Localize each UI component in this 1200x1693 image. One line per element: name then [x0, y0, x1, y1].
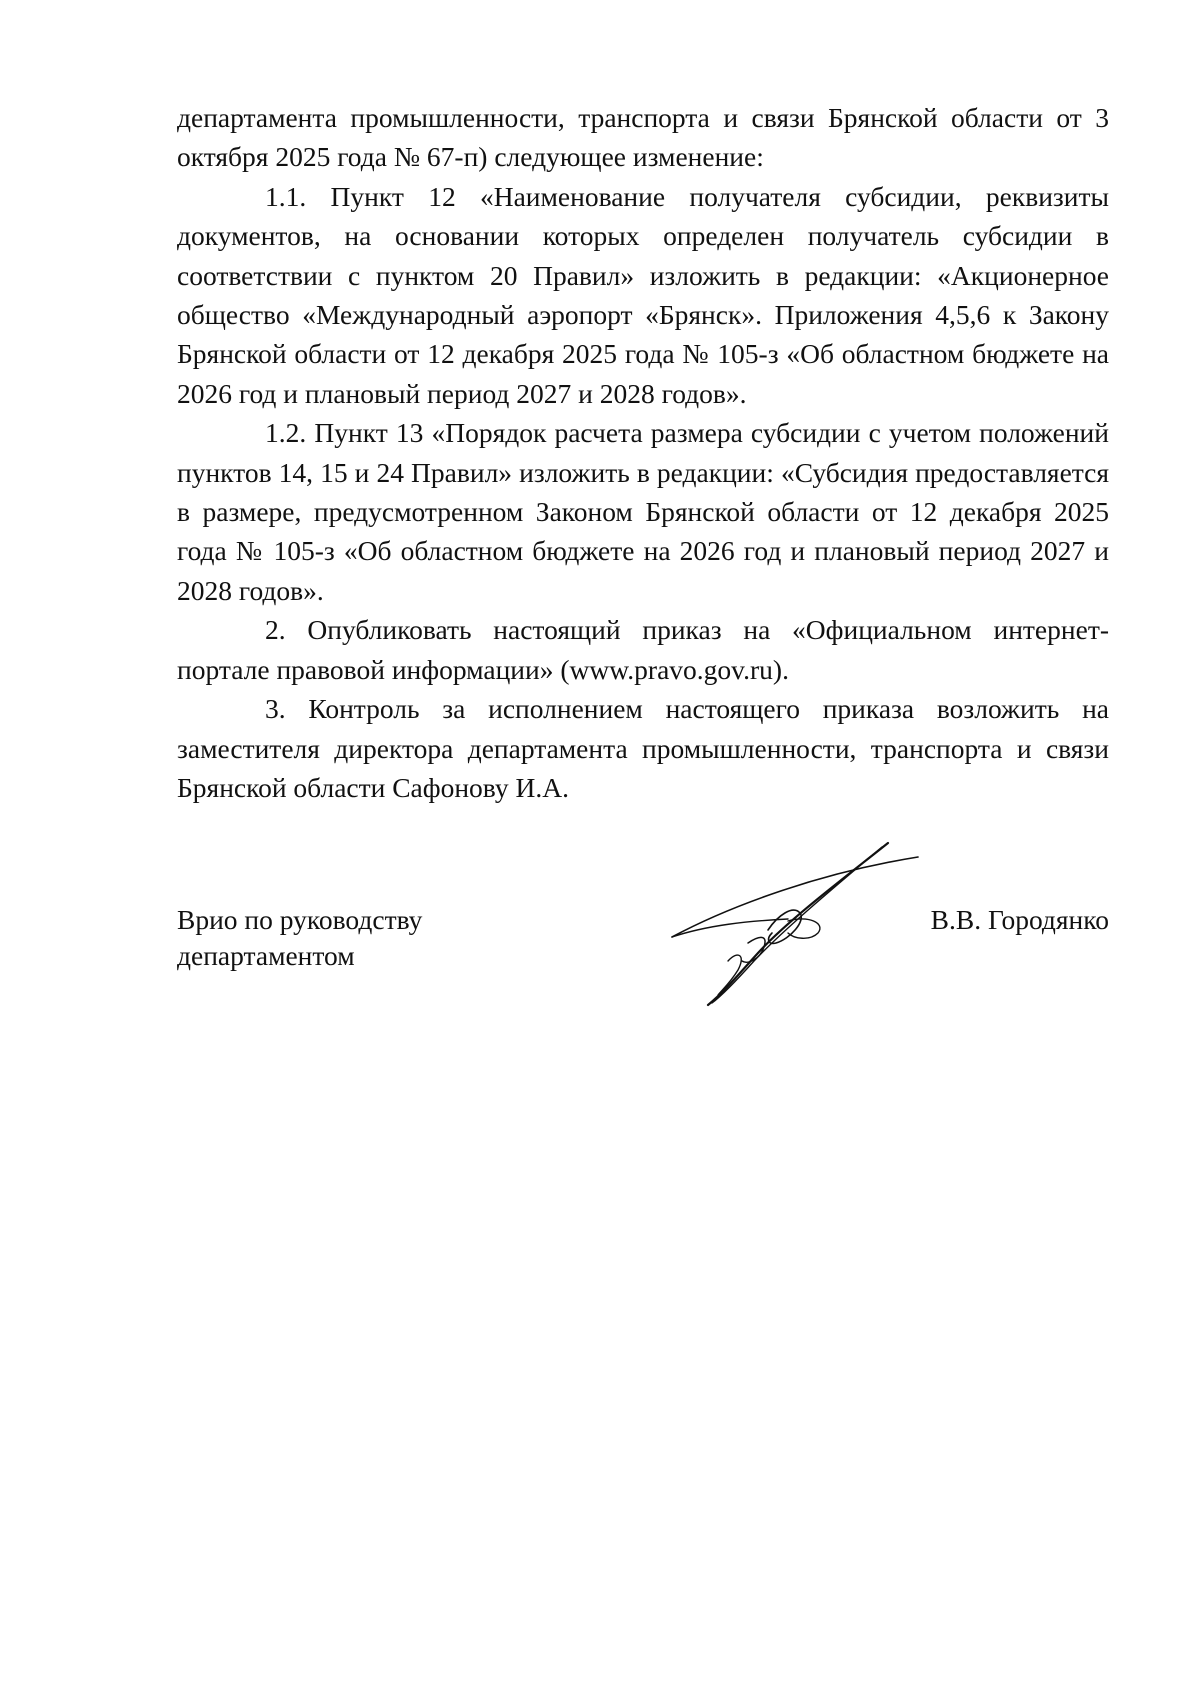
paragraph-item-2: 2. Опубликовать настоящий приказ на «Официальном интернет-портале правовой информации» (www.pravo.gov.ru). [177, 614, 1109, 685]
handwritten-signature [668, 835, 930, 1007]
signer-position-line-1: Врио по руководству [177, 904, 423, 935]
paragraph-item-1-2: 1.2. Пункт 13 «Порядок расчета размера субсидии с учетом положений пунктов 14, 15 и 24 Правил» изложить в редакции: «Субсидия предоставляется в размере, предусмотренном Законом Брянской области от 12 декабря 2025 года № 105-з «Об областном бюджете на 2026 год и плановый период 2027 и 2028 годов». [177, 417, 1109, 606]
signer-name: В.В. Городянко [930, 904, 1109, 935]
paragraph-item-3: 3. Контроль за исполнением настоящего приказа возложить на заместителя директора департамента промышленности, транспорта и связи Брянской области Сафонову И.А. [177, 693, 1109, 803]
paragraph-intro: департамента промышленности, транспорта и связи Брянской области от 3 октября 2025 года № 67-п) следующее изменение: [177, 102, 1109, 173]
signer-position-line-2: департаментом [177, 940, 355, 971]
signature-block [177, 902, 1109, 1022]
paragraph-item-1-1: 1.1. Пункт 12 «Наименование получателя субсидии, реквизиты документов, на основании которых определен получатель субсидии в соответствии с пунктом 20 Правил» изложить в редакции: «Акционерное общество «Международный аэропорт «Брянск». Приложения 4,5,6 к Закону Брянской области от 12 декабря 2025 года № 105-з «Об областном бюджете на 2026 год и плановый период 2027 и 2028 годов». [177, 180, 1109, 409]
signer-position [177, 902, 422, 974]
document-body [177, 98, 1109, 807]
